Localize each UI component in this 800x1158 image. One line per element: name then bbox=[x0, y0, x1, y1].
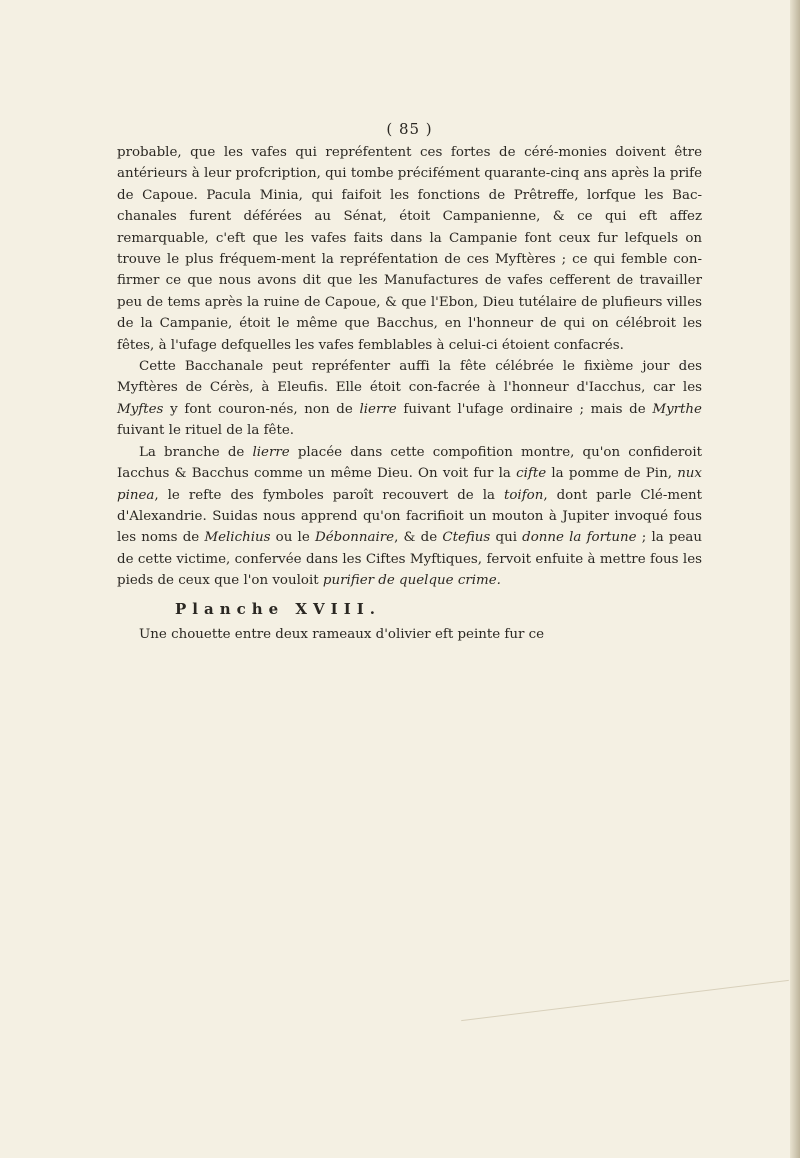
paragraph-3-ctefius: Ctefius bbox=[442, 530, 491, 546]
paragraph-3 bbox=[117, 442, 702, 592]
paragraph-4: Une chouette entre deux rameaux d'olivier eft peinte fur ce bbox=[139, 626, 545, 642]
page-edge bbox=[790, 0, 800, 1158]
paragraph-3-debonnaire: Débonnaire bbox=[314, 530, 395, 546]
paragraph-3-nux-pinea: nux pinea bbox=[117, 466, 702, 503]
paragraph-2-text-d: fuivant le rituel de la fête. bbox=[117, 423, 295, 439]
document-body bbox=[117, 120, 702, 645]
paragraph-3-cifte: cifte bbox=[516, 466, 547, 482]
paragraph-3-text-1: La branche de bbox=[139, 444, 253, 460]
paragraph-3-text-8: qui bbox=[490, 530, 523, 546]
paragraph-3-text-2: placée dans cette compofition montre, qu'on confideroit Iacchus & Bacchus comme un même Dieu. On voit fur la bbox=[117, 444, 702, 482]
paragraph-2-text-a: Cette Bacchanale peut repréfenter auffi la fête célébrée le fixième jour des Myftères de Cérès, à Eleufis. Elle étoit con-facrée à l'honneur d'Iacchus, car les bbox=[117, 359, 702, 396]
page-number: ( 85 ) bbox=[386, 120, 433, 138]
plate-heading: Planche XVIII. bbox=[175, 599, 381, 618]
paragraph-3-lierre: lierre bbox=[252, 444, 290, 460]
paragraph-3-text-5: , dont parle Clé-ment d'Alexandrie. Suidas nous apprend qu'on facrifioit un mouton à Jupiter invoqué fous les noms de bbox=[117, 487, 703, 546]
paragraph-2-text-c: fuivant l'ufage ordinaire ; mais de bbox=[396, 401, 653, 417]
paragraph-3-toifon: toifon bbox=[503, 487, 544, 503]
paragraph-3-donne-la-fortune: donne la fortune bbox=[522, 530, 637, 546]
paragraph-3-text-7: , & de bbox=[394, 530, 443, 546]
paragraph-3-purifier: purifier de quelque crime. bbox=[322, 573, 501, 589]
paragraph-3-text-3: la pomme de Pin, bbox=[546, 466, 678, 482]
paragraph-2-lierre: lierre bbox=[359, 401, 397, 417]
paragraph-1: probable, que les vafes qui repréfentent ces fortes de céré-monies doivent être antérieurs à leur profcription, qui tombe précifément quarante-cinq ans après la prife de Capoue. Pacula Minia, qui faifoit les fonctions de Prêtreffe, lorfque les Bac-chanales furent déférées au Sénat, étoit Campanienne, & ce qui eft affez remarquable, c'eft que les vafes faits dans la Campanie font ceux fur lefquels on trouve le plus fréquem-ment la repréfentation de ces Myftères ; ce qui femble con-firmer ce que nous avons dit que les Manufactures de vafes cefferent de travailler peu de tems après la ruine de Capoue, & que l'Ebon, Dieu tutélaire de plufieurs villes de la Campanie, étoit le même que Bacchus, en l'honneur de qui on célébroit les fêtes, à l'ufage defquelles les vafes femblables à celui-ci étoient confacrés. bbox=[117, 145, 702, 353]
paragraph-2-text-b: y font couron-nés, non de bbox=[163, 401, 360, 417]
paper-crease bbox=[461, 980, 789, 1021]
paragraph-2-myftes: Myftes bbox=[117, 401, 164, 417]
paragraph-2-myrthe: Myrthe bbox=[652, 401, 702, 417]
paragraph-3-text-4: , le refte des fymboles paroît recouvert de la bbox=[154, 487, 504, 503]
paragraph-3-text-6: ou le bbox=[270, 530, 315, 546]
paragraph-3-melichius: Melichius bbox=[204, 530, 271, 546]
paragraph-2 bbox=[117, 356, 702, 442]
paragraph-3-text-9: ; la peau de cette victime, confervée dans les Ciftes Myftiques, fervoit enfuite à mettre fous les pieds de ceux que l'on vouloit bbox=[117, 530, 703, 589]
